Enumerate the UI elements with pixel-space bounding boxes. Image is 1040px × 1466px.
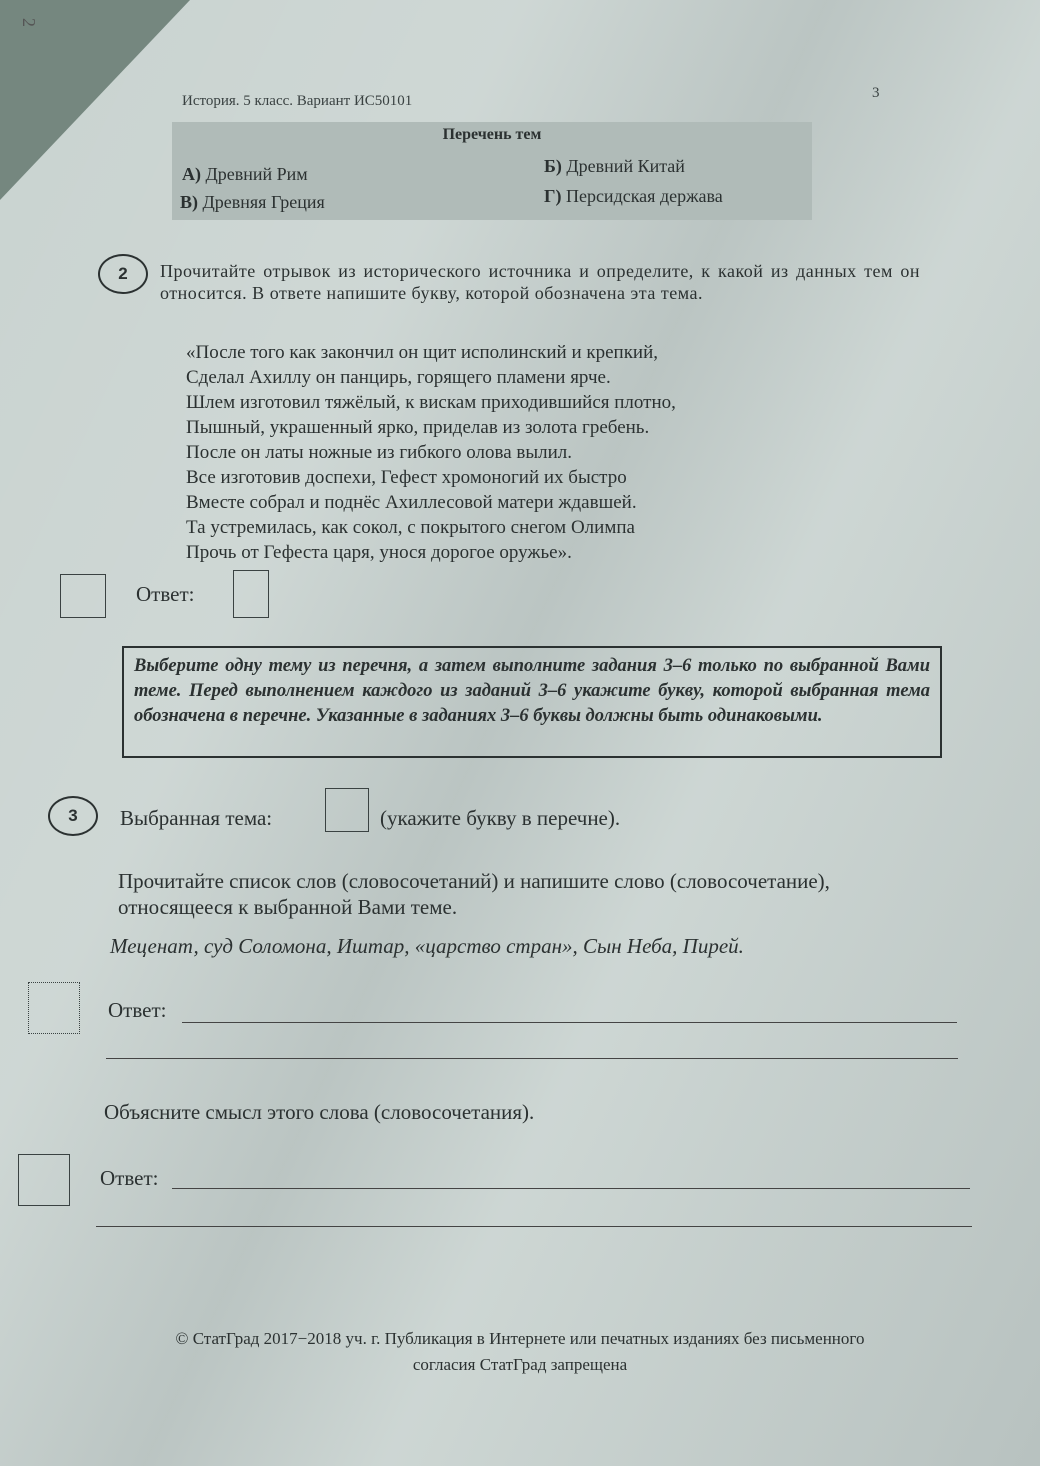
topic-item — [544, 156, 685, 177]
footer-line: согласия СтатГрад запрещена — [412, 1355, 628, 1374]
poem-line: Все изготовив доспехи, Гефест хромоногий их быстро — [186, 467, 627, 488]
explain-prompt: Объясните смысл этого слова (словосочетания). — [104, 1100, 535, 1124]
source-excerpt — [186, 340, 676, 565]
poem-line: После он латы ножные из гибкого олова вылил. — [186, 442, 573, 463]
poem-line: Сделал Ахиллу он панцирь, горящего пламени ярче. — [186, 367, 611, 388]
chosen-topic-hint: (укажите букву в перечне). — [380, 806, 621, 830]
topic-label: Древний Рим — [205, 164, 308, 184]
answer-line[interactable] — [182, 1022, 957, 1023]
topic-label: Персидская держава — [565, 186, 723, 206]
poem-line: Пышный, украшенный ярко, приделав из золота гребень. — [186, 417, 650, 438]
word-list: Меценат, суд Соломона, Иштар, «царство стран», Сын Неба, Пирей. — [110, 934, 744, 958]
topics-title: Перечень тем — [442, 126, 542, 143]
copyright-footer — [0, 1326, 1040, 1378]
topic-label: Древний Китай — [566, 156, 685, 176]
topic-letter: Б) — [544, 156, 562, 176]
poem-line: Вместе собрал и поднёс Ахиллесовой матери ждавшей. — [186, 492, 637, 513]
task-2-number: 2 — [98, 254, 148, 294]
page-header: История. 5 класс. Вариант ИС50101 — [182, 93, 413, 109]
chosen-topic-box[interactable] — [325, 788, 369, 832]
poem-line: Шлем изготовил тяжёлый, к вискам приходившийся плотно, — [186, 392, 676, 413]
topic-item — [180, 192, 325, 213]
answer-label-task-3b: Ответ: — [100, 1166, 159, 1190]
topic-letter: А) — [182, 164, 201, 184]
chosen-topic-label: Выбранная тема: — [120, 806, 273, 830]
score-box-task-3b — [18, 1154, 70, 1206]
task-3-prompt: Прочитайте список слов (словосочетаний) и напишите слово (словосочетание), относящееся к выбранной Вами теме. — [118, 869, 830, 919]
topic-letter: Г) — [544, 186, 562, 206]
score-box-task-3a — [28, 982, 80, 1034]
answer-box-task-2[interactable] — [233, 570, 269, 618]
task-3-number: 3 — [48, 796, 98, 836]
task-2-prompt: Прочитайте отрывок из исторического источника и определите, к какой из данных тем он относится. В ответе напишите букву, которой обозначена эта тема. — [160, 261, 920, 303]
answer-line[interactable] — [106, 1058, 958, 1059]
folded-corner — [0, 0, 190, 200]
score-box-task-2 — [60, 574, 106, 618]
poem-line: Та устремилась, как сокол, с покрытого снегом Олимпа — [186, 517, 635, 538]
answer-label-task-3a: Ответ: — [108, 998, 167, 1022]
poem-line: Прочь от Гефеста царя, унося дорогое оружье». — [186, 542, 572, 563]
topic-label: Древняя Греция — [202, 192, 325, 212]
instruction-box: Выберите одну тему из перечня, а затем выполните задания 3–6 только по выбранной Вами теме. Перед выполнением каждого из заданий 3–6 укажите букву, которой выбранная тема обозначена в перечне. Указанные в заданиях 3–6 буквы должны быть одинаковыми. — [122, 646, 942, 758]
answer-line[interactable] — [172, 1188, 970, 1189]
answer-line[interactable] — [96, 1226, 972, 1227]
page-number: 3 — [872, 85, 880, 101]
topics-list — [172, 122, 812, 220]
corner-mark: 2 — [19, 18, 39, 27]
topic-item — [182, 164, 308, 185]
topic-letter: В) — [180, 192, 198, 212]
poem-line: «После того как закончил он щит исполинский и крепкий, — [186, 342, 659, 363]
footer-line: © СтатГрад 2017−2018 уч. г. Публикация в Интернете или печатных изданиях без письменного — [175, 1329, 865, 1348]
answer-label-task-2: Ответ: — [136, 582, 195, 606]
topic-item — [544, 186, 723, 207]
